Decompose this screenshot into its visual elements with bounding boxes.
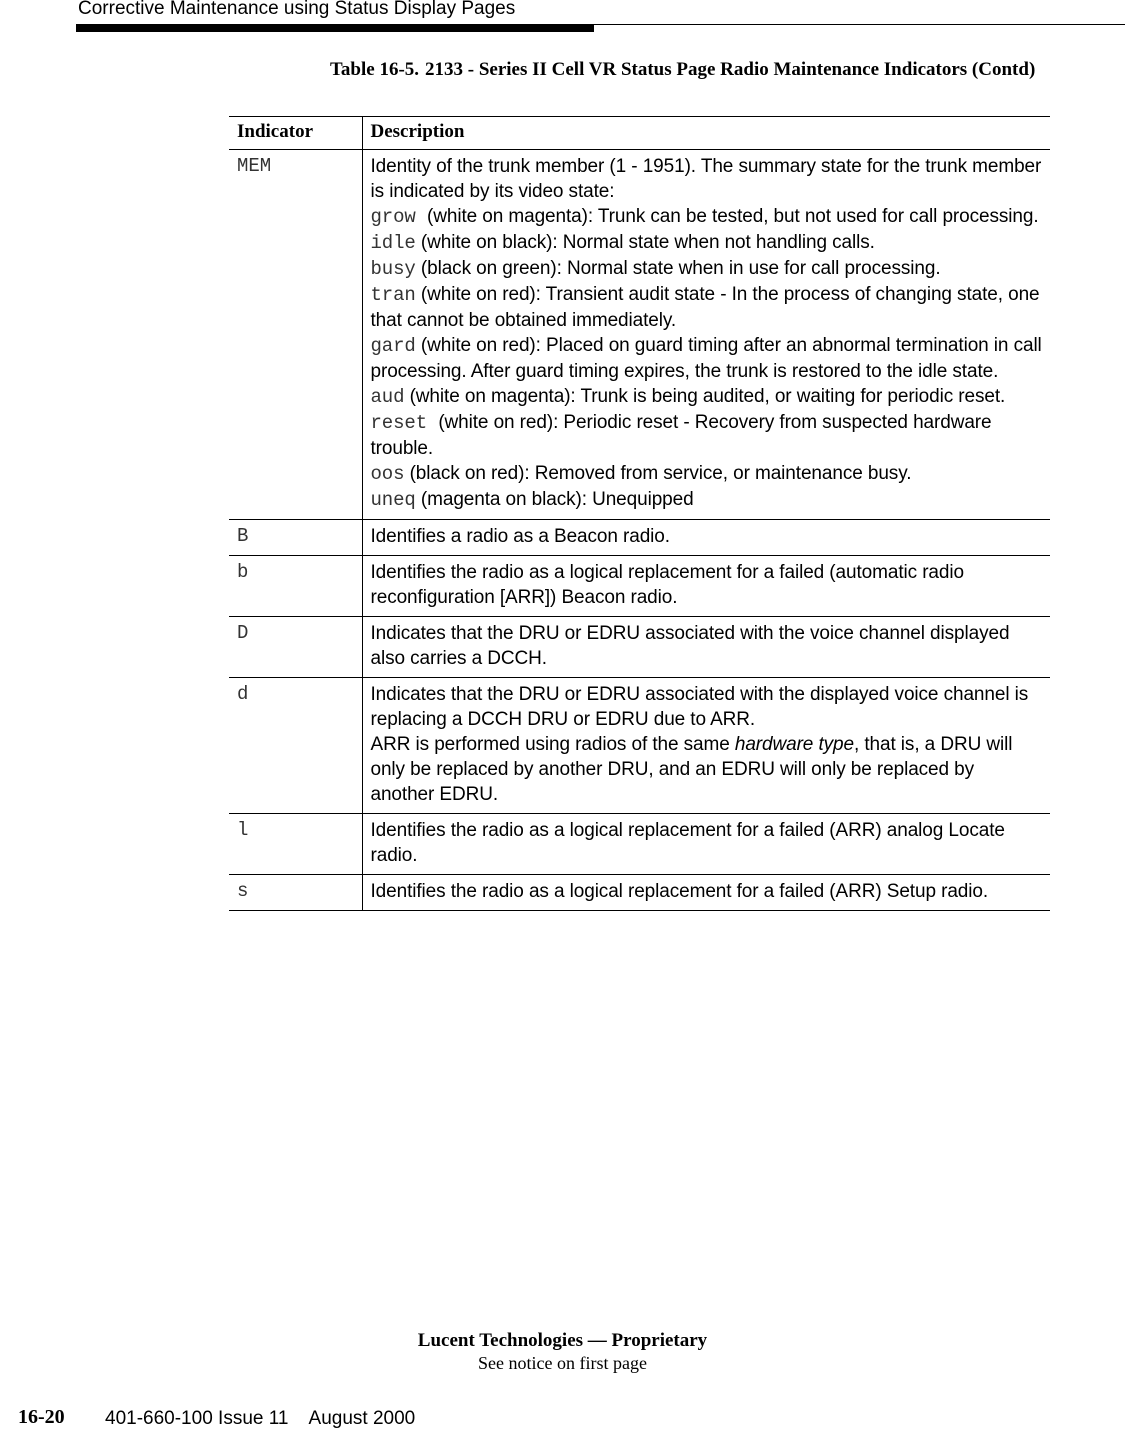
- indicator-code: s: [229, 875, 362, 911]
- state-line: [371, 333, 1043, 384]
- state-code: busy: [370, 258, 416, 280]
- state-code: idle: [370, 232, 416, 254]
- table-title: 2133 - Series II Cell VR Status Page Radio Maintenance Indicators (Contd): [425, 59, 1036, 80]
- mem-intro: Identity of the trunk member (1 - 1951). The summary state for the trunk member is indicated by its video state:: [370, 156, 1042, 202]
- indicator-code: D: [229, 617, 362, 678]
- document-info: 401-660-100 Issue 11 August 2000: [105, 1408, 416, 1429]
- state-line: [371, 230, 1043, 256]
- state-code: gard: [370, 335, 416, 357]
- state-code: uneq: [370, 489, 416, 511]
- table-number: Table 16-5.: [330, 59, 420, 80]
- indicator-code: d: [229, 678, 362, 814]
- state-code: reset: [370, 412, 439, 434]
- table-row: [229, 617, 1050, 678]
- table-caption: [330, 60, 1050, 80]
- indicator-description: Identifies the radio as a logical replacement for a failed (ARR) analog Locate radio.: [362, 814, 1050, 875]
- table-row: [229, 678, 1050, 814]
- table-row: [229, 520, 1050, 556]
- state-line: [371, 384, 1043, 410]
- table-header-row: [229, 117, 1050, 150]
- state-line: [371, 487, 1043, 513]
- arr-text-end: , that is, a DRU will only be replaced by another DRU, and an EDRU will only be replaced by another EDRU.: [370, 734, 1013, 805]
- table-row: [229, 875, 1050, 911]
- indicator-description: Indicates that the DRU or EDRU associated with the voice channel displayed also carries a DCCH.: [362, 617, 1050, 678]
- description-paragraph: Indicates that the DRU or EDRU associated with the displayed voice channel is replacing a DCCH DRU or EDRU due to ARR.: [370, 684, 1029, 730]
- header-rule-thick: [76, 24, 594, 32]
- description-paragraph: [371, 732, 1043, 807]
- indicator-code: MEM: [229, 150, 362, 520]
- footer-company: Lucent Technologies — Proprietary: [417, 1330, 708, 1351]
- state-code: tran: [370, 284, 416, 306]
- state-text: (white on magenta): Trunk is being audited, or waiting for periodic reset.: [404, 386, 1006, 407]
- column-header-description: Description: [362, 117, 1050, 150]
- state-line: [371, 461, 1043, 487]
- indicators-table: [229, 116, 1050, 911]
- indicator-description: Identifies the radio as a logical replacement for a failed (automatic radio reconfiguration [ARR]) Beacon radio.: [362, 556, 1050, 617]
- running-header-title: Corrective Maintenance using Status Display Pages: [78, 0, 516, 19]
- footer-notice: See notice on first page: [478, 1353, 647, 1373]
- state-line: [371, 204, 1043, 230]
- state-text: (white on red): Periodic reset - Recovery from suspected hardware trouble.: [370, 412, 992, 459]
- indicator-code: B: [229, 520, 362, 556]
- indicator-code: b: [229, 556, 362, 617]
- indicator-description: [362, 150, 1050, 520]
- state-code: grow: [370, 206, 428, 228]
- state-text: (black on red): Removed from service, or maintenance busy.: [404, 463, 912, 484]
- page-number: 16-20: [18, 1406, 65, 1428]
- arr-text: ARR is performed using radios of the same: [370, 734, 735, 755]
- table-row: [229, 556, 1050, 617]
- state-text: (magenta on black): Unequipped: [415, 489, 694, 510]
- indicator-code: l: [229, 814, 362, 875]
- state-line: [371, 410, 1043, 461]
- state-code: aud: [370, 386, 405, 408]
- state-line: [371, 282, 1043, 333]
- emphasis-hardware-type: hardware type: [734, 734, 854, 755]
- indicator-description: [362, 678, 1050, 814]
- state-text: (white on red): Transient audit state - In the process of changing state, one that cannot be obtained immediately.: [370, 284, 1040, 331]
- state-text: (white on black): Normal state when not handling calls.: [415, 232, 875, 253]
- state-text: (white on magenta): Trunk can be tested, but not used for call processing.: [427, 206, 1039, 227]
- table-row: [229, 150, 1050, 520]
- table-row: [229, 814, 1050, 875]
- state-text: (white on red): Placed on guard timing after an abnormal termination in call processing. After guard timing expires, the trunk is restored to the idle state.: [370, 335, 1042, 382]
- state-text: (black on green): Normal state when in use for call processing.: [415, 258, 941, 279]
- column-header-indicator: Indicator: [229, 117, 362, 150]
- state-code: oos: [370, 463, 405, 485]
- indicator-description: Identifies the radio as a logical replacement for a failed (ARR) Setup radio.: [362, 875, 1050, 911]
- state-line: [371, 256, 1043, 282]
- indicator-description: Identifies a radio as a Beacon radio.: [362, 520, 1050, 556]
